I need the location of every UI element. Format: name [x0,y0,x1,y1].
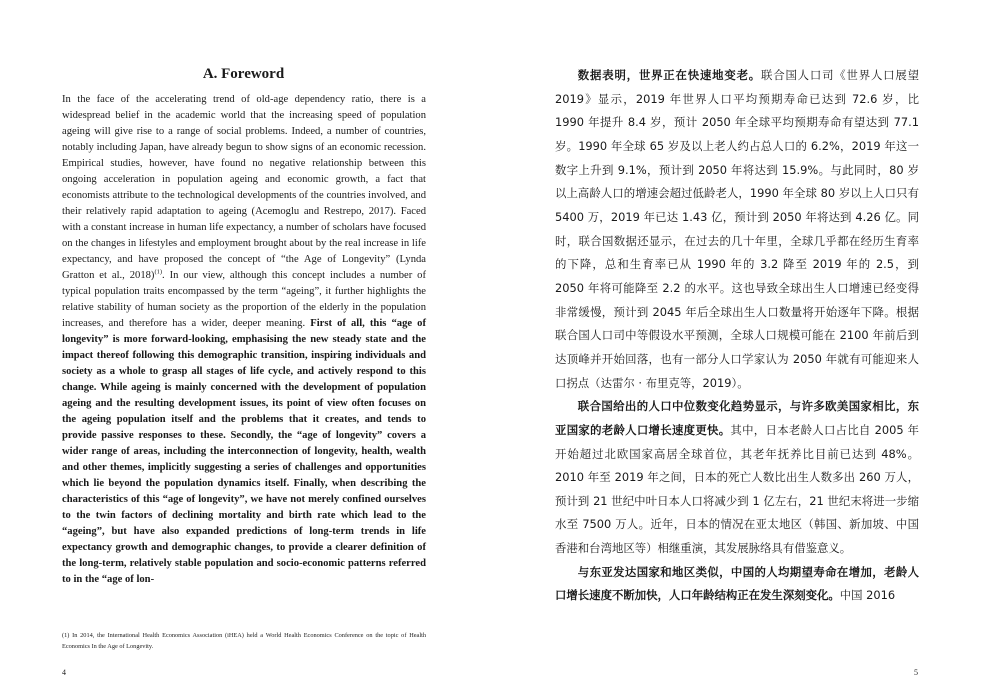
footnote: (1) In 2014, the International Health Economics Association (iHEA) held a World Health Economics Conference on the topic of Health Economics In the Age of Longevity. [62,632,426,650]
footnote-marker: (1) [154,268,163,276]
chinese-paragraph-2 [555,395,919,561]
chinese-paragraph-3 [555,561,919,608]
chinese-body [555,64,919,608]
chinese-paragraph-1 [555,64,919,395]
chinese-paragraph-2-text: 其中，日本老龄人口占比自 2005 年开始超过北欧国家高居全球首位，其老年抚养比目前已达到 48%。2010 年至 2019 年之间，日本的死亡人数比出生人数多出 260 万人，预计到 21 世纪中叶日本人口将减少到 1 亿左右，21 世纪末将进一步缩水至 7500 万人。近年，日本的情况在亚太地区（韩国、新加坡、中国香港和台湾地区等）相继重演，其发展脉络具有借鉴意义。 [555,422,919,556]
page-number-left: 4 [62,668,66,677]
foreword-paragraph-normal-continued: . In our view, although this concept includes a number of typical population traits encompassed by the term “ageing”, it further highlights the relative stability of human society as the proportion of the elderly in the population increases, and therefore has a wider, deeper meaning. [62,270,426,329]
foreword-body [62,92,426,588]
chinese-paragraph-3-lead: 与东亚发达国家和地区类似，中国的人均期望寿命在增加，老龄人口增长速度不断加快，人口年龄结构正在发生深刻变化。 [555,564,919,603]
right-page [491,0,982,699]
chinese-paragraph-2-lead: 联合国给出的人口中位数变化趋势显示，与许多欧美国家相比，东亚国家的老龄人口增长速度更快。 [555,399,919,437]
chinese-paragraph-1-lead: 数据表明，世界正在快速地变老。 [577,68,762,82]
chinese-paragraph-1-text: 联合国人口司《世界人口展望2019》显示，2019 年世界人口平均预期寿命已达到 72.6 岁，比 1990 年提升 8.4 岁，预计 2050 年全球平均预期寿命有望达到 77.1 岁。1990 年全球 65 岁及以上老人约占总人口的 6.2%，2019 年这一数字上升到 9.1%，预计到 2050 年将达到 15.9%。与此同时，80 岁以上高龄人口的增速会超过低龄老人，1990 年全球 80 岁以上人口只有 5400 万，2019 年已达 1.43 亿，预计到 2050 年将达到 4.26 亿。同时，联合国数据还显示，在过去的几十年里，全球几乎都在经历生育率的下降，总和生育率已从 1990 年的 3.2 降至 2019 年的 2.5，到 2050 年将可能降至 2.2 的水平。这也导致全球出生人口增速已经变得非常缓慢，预计到 2045 年后全球出生人口数量将开始逐年下降。根据联合国人口司中等假设水平预测，全球人口规模可能在 2100 年前后到达顶峰并开始回落，也有一部分人口学家认为 2050 年就有可能迎来人口拐点（达雷尔 · 布里克等，2019）。 [555,68,919,390]
chinese-paragraph-3-text: 中国 2016 [839,588,896,603]
foreword-paragraph-normal: In the face of the accelerating trend of old-age dependency ratio, there is a widespread belief in the academic world that the increasing speed of population ageing will give rise to a range of social problems. Indeed, a number of countries, notably including Japan, have already begun to show signs of an economic recession. Empirical studies, however, have found no negative relationship between this ongoing acceleration in population ageing and economic growth, a fact that economists attribute to the technological developments of the countries involved, and their relatively rapid adaptation to ageing (Acemoglu and Restrepo, 2017). Faced with a constant increase in human life expectancy, a number of scholars have focused on the changes in lifestyles and employment brought about by the real increase in life expectancy, and have proposed the concept of “the Age of Longevity” (Lynda Gratton et al., 2018) [62,94,426,281]
foreword-paragraph-bold: First of all, this “age of longevity” is more forward-looking, emphasising the new steady state and the impact thereof following this demographic transition, inspiring individuals and society as a whole to grasp all stages of life cycle, and actively respond to this change. While ageing is mainly concerned with the development of population ageing and the resulting development issues, its point of view often focuses on the ageing population itself and the problems that it creates, and tends to provide passive responses to these. Secondly, the “age of longevity” covers a wider range of areas, including the interconnection of longevity, health, wealth and other themes, implicitly suggesting a series of challenges and opportunities which lie beyond the population dynamics itself. Finally, when describing the characteristics of this “age of longevity”, we have not merely confined ourselves to the twin factors of declining mortality and birth rate which lead to the “ageing”, but have also expanded predictions of long-term trends in life expectancy growth and demographic changes, to provide a clearer definition of the long-term, relatively stable population and socio-economic patterns referred to in the “age of lon- [62,318,426,585]
page-number-right: 5 [914,668,918,677]
section-title: A. Foreword [202,66,285,82]
